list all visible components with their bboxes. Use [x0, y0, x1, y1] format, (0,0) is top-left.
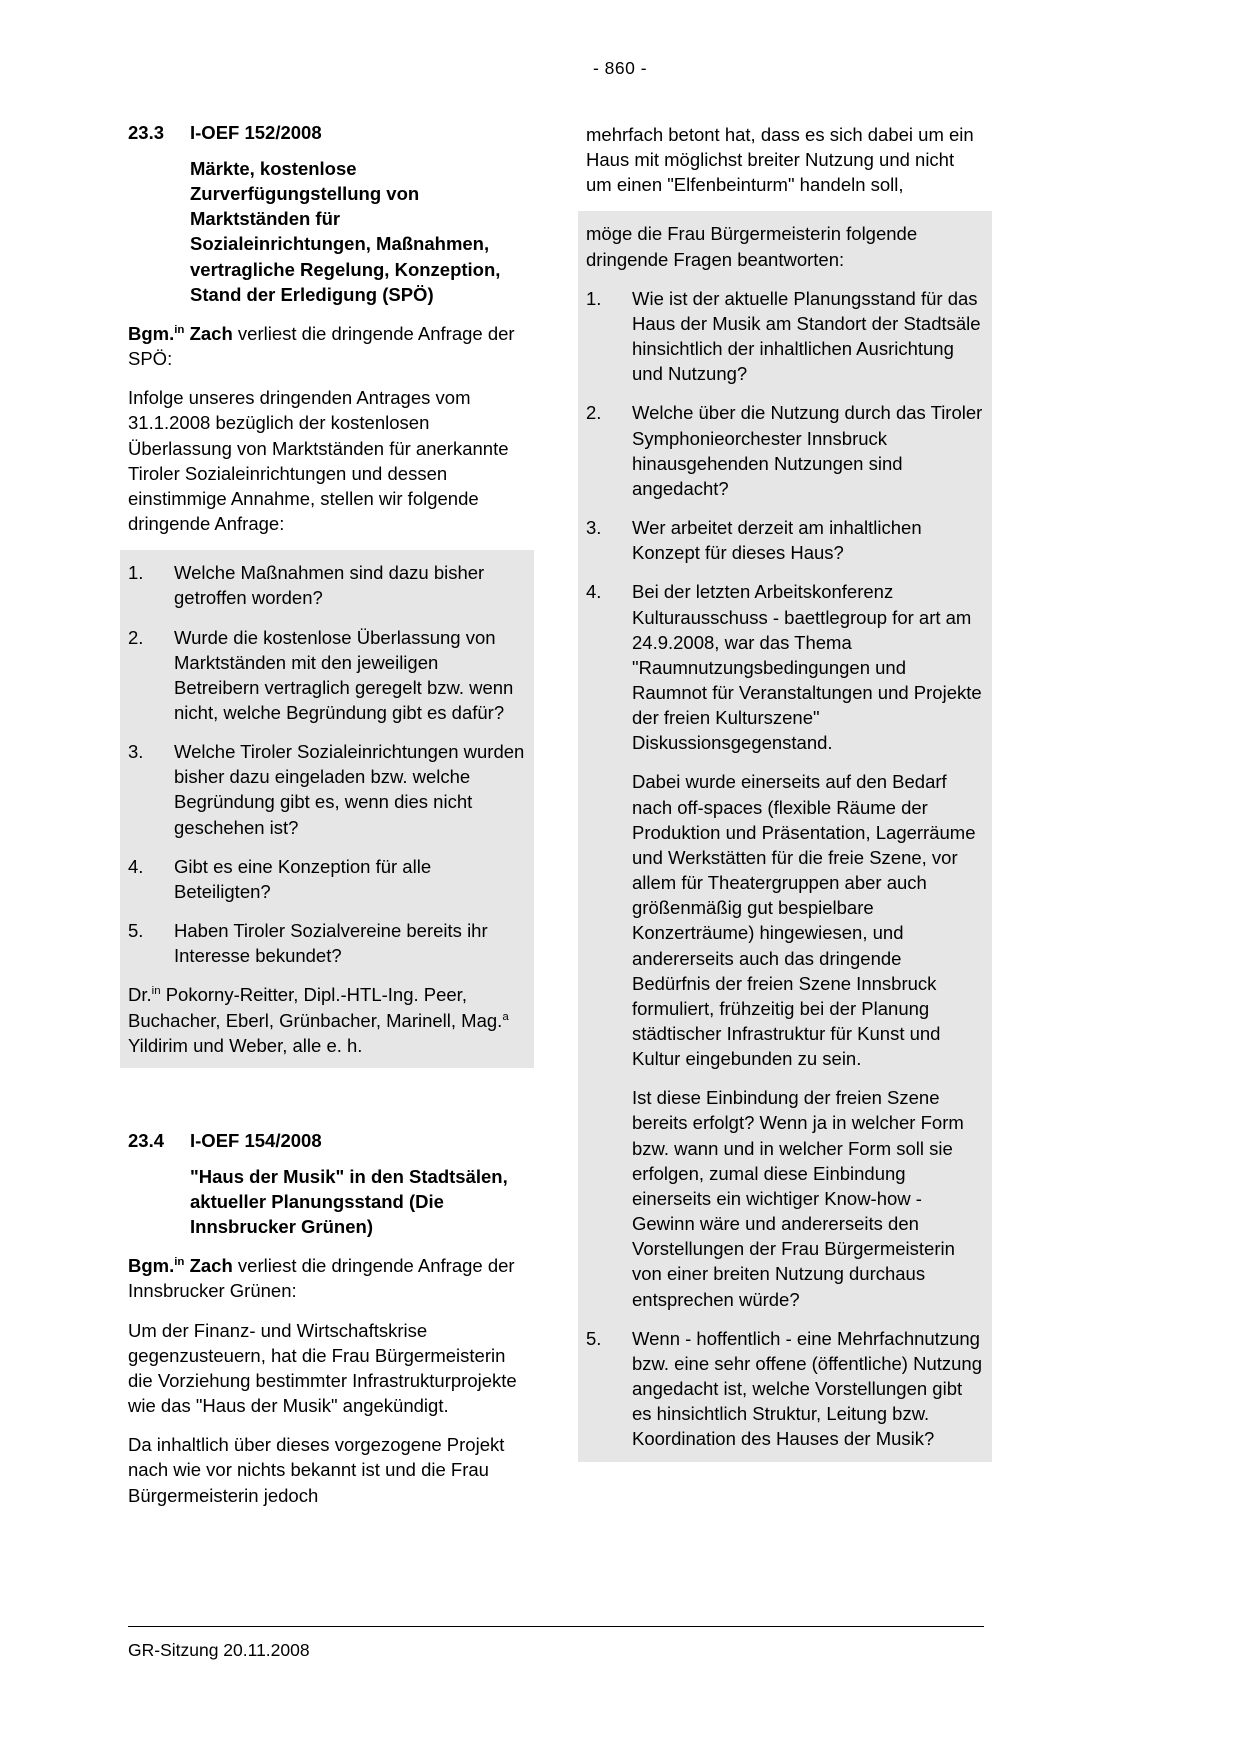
section-heading-23-4 [128, 1130, 526, 1152]
list-item [586, 579, 984, 1311]
left-column [128, 122, 526, 1522]
list-item-number: 3. [128, 741, 144, 763]
question-list-23-3 [128, 560, 526, 968]
list-item-text: Welche Maßnahmen sind dazu bisher getroffen worden? [174, 562, 485, 609]
paragraph-23-4-3-continued: mehrfach betont hat, dass es sich dabei um ein Haus mit möglichst breiter Nutzung und nicht um einen "Elfenbeinturm" handeln soll, [586, 124, 974, 196]
right-column [586, 122, 984, 1522]
page-number: - 860 - [592, 58, 648, 78]
speaker-intro-23-3 [128, 321, 526, 371]
speaker-intro-rest: verliest die dringende Anfrage der Innsbrucker Grünen: [128, 1255, 515, 1302]
list-item [586, 1326, 984, 1452]
list-item-number: 2. [586, 402, 602, 424]
list-item-number: 3. [586, 517, 602, 539]
list-item [128, 918, 526, 968]
list-item-text [632, 286, 984, 387]
shaded-question-block-23-4 [578, 211, 992, 1461]
list-item [128, 739, 526, 840]
section-spacer [128, 1082, 526, 1130]
list-item-number: 2. [128, 626, 144, 648]
list-item [128, 854, 526, 904]
paragraph-23-4-1: Um der Finanz- und Wirtschaftskrise gegenzusteuern, hat die Frau Bürgermeisterin die Vorziehung bestimmter Infrastrukturprojekte wie das "Haus der Musik" angekündigt. [128, 1319, 517, 1417]
question-list-23-4 [586, 286, 984, 1452]
list-item [586, 515, 984, 565]
list-item-number: 4. [586, 581, 602, 603]
speaker-suffix: in [174, 1256, 185, 1269]
section-subtitle-23-4: "Haus der Musik" in den Stadtsälen, aktueller Planungsstand (Die Innsbrucker Grünen) [190, 1165, 508, 1238]
list-item-text: Welche Tiroler Sozialeinrichtungen wurden bisher dazu eingeladen bzw. welche Begründung gibt es, wenn dies nicht geschehen ist? [174, 741, 525, 838]
footer-divider [128, 1626, 984, 1627]
list-item [128, 625, 526, 726]
list-item-number: 1. [128, 562, 144, 584]
list-item-text: Gibt es eine Konzeption für alle Beteiligten? [174, 855, 432, 902]
request-lead-23-4: möge die Frau Bürgermeisterin folgende dringende Fragen beantworten: [586, 223, 918, 270]
list-item [128, 560, 526, 610]
speaker-intro-rest: verliest die dringende Anfrage der SPÖ: [128, 322, 515, 370]
section-subtitle-23-3: Märkte, kostenlose Zurverfügungstellung von Marktständen für Sozialeinrichtungen, Maßnahmen, vertragliche Regelung, Konzeption, Stand der Erledigung (SPÖ) [190, 158, 501, 305]
list-item-number: 5. [128, 920, 144, 942]
list-item-paragraph: Bei der letzten Arbeitskonferenz Kulturausschuss - baettlegroup for art am 24.9.2008, war das Thema "Raumnutzungsbedingungen und Raumnot für Veranstaltungen und Projekte der freien Kulturszene" Diskussionsgegenstand. [632, 581, 982, 754]
section-title: I-OEF 152/2008 [190, 122, 322, 143]
list-item-paragraph: Welche über die Nutzung durch das Tiroler Symphonieorchester Innsbruck hinausgehenden Nutzungen sind angedacht? [632, 402, 983, 499]
signature-suffix-in: in [151, 985, 161, 998]
list-item-paragraph: Wer arbeitet derzeit am inhaltlichen Konzept für dieses Haus? [632, 517, 922, 564]
list-item [586, 286, 984, 387]
list-item-text [632, 1326, 984, 1452]
section-number: 23.3 [128, 122, 165, 143]
list-item-text [632, 515, 984, 565]
footer-label: GR-Sitzung 20.11.2008 [128, 1640, 310, 1660]
two-column-body [128, 122, 984, 1522]
section-title: I-OEF 154/2008 [190, 1129, 322, 1151]
paragraph-23-4-2: Da inhaltlich über dieses vorgezogene Projekt nach wie vor nichts bekannt ist und die Frau Bürgermeisterin jedoch [128, 1434, 505, 1506]
list-item-number: 1. [586, 287, 602, 309]
speaker-intro-23-4 [128, 1253, 526, 1303]
list-item-paragraph: Wie ist der aktuelle Planungsstand für das Haus der Musik am Standort der Stadtsäle hinsichtlich der inhaltlichen Ausrichtung und Nutzung? [632, 287, 981, 385]
list-item-text: Wurde die kostenlose Überlassung von Marktständen mit den jeweiligen Betreibern vertraglich geregelt bzw. wenn nicht, welche Begründung gibt es dafür? [174, 626, 514, 723]
list-item-number: 4. [128, 855, 144, 877]
signature-line-23-3: Dr.$^{in}$ Pokorny-Reitter, Dipl.-HTL-Ing. Peer, Buchacher, Eberl, Grünbacher, Marinell, Mag.$^a$ Yildirim und Weber, alle e. h. [128, 984, 509, 1056]
signature-suffix-a: a [502, 1010, 509, 1023]
list-item-number: 5. [586, 1327, 602, 1349]
speaker-name: Bgm.$^{in}$ Zach [128, 1255, 233, 1277]
list-item [586, 400, 984, 501]
section-number: 23.4 [128, 1129, 165, 1151]
list-item-paragraph: Ist diese Einbindung der freien Szene bereits erfolgt? Wenn ja in welcher Form bzw. wann und in welcher Form soll sie erfolgen, zumal diese Einbindung einerseits ein wichtiger Know-how - Gewinn wäre und andererseits den Vorstellungen der Frau Bürgermeisterin von einer breiten Nutzung durchaus entsprechen würde? [632, 1087, 964, 1310]
shaded-question-block-23-3 [120, 550, 534, 1068]
anfrage-lead-23-3: Infolge unseres dringenden Antrages vom 31.1.2008 bezüglich der kostenlosen Überlassung von Marktständen für anerkannte Tiroler Sozialeinrichtungen und dessen einstimmige Annahme, stellen wir folgende dringende Anfrage: [128, 387, 509, 535]
list-item-text [632, 400, 984, 501]
list-item-text [632, 579, 984, 1311]
speaker-name: Bgm.$^{in}$ Zach [128, 322, 233, 344]
speaker-suffix: in [174, 323, 185, 336]
list-item-paragraph: Dabei wurde einerseits auf den Bedarf nach off-spaces (flexible Räume der Produktion und Präsentation, Lagerräume und Werkstätten für die freie Szene, vor allem für Theatergruppen aber auch größenmäßig gut bespielbare Konzerträume) hingewiesen, und andererseits auch das dringende Bedürfnis der freien Szene Innsbruck formuliert, frühzeitig bei der Planung städtischer Infrastruktur für Kunst und Kultur eingebunden zu sein. [632, 771, 976, 1070]
list-item-text: Haben Tiroler Sozialvereine bereits ihr Interesse bekundet? [174, 920, 488, 967]
section-heading-23-3 [128, 122, 526, 144]
list-item-paragraph: Wenn - hoffentlich - eine Mehrfachnutzung bzw. eine sehr offene (öffentliche) Nutzung angedacht ist, welche Vorstellungen gibt es hinsichtlich Struktur, Leitung bzw. Koordination des Hauses der Musik? [632, 1327, 983, 1450]
